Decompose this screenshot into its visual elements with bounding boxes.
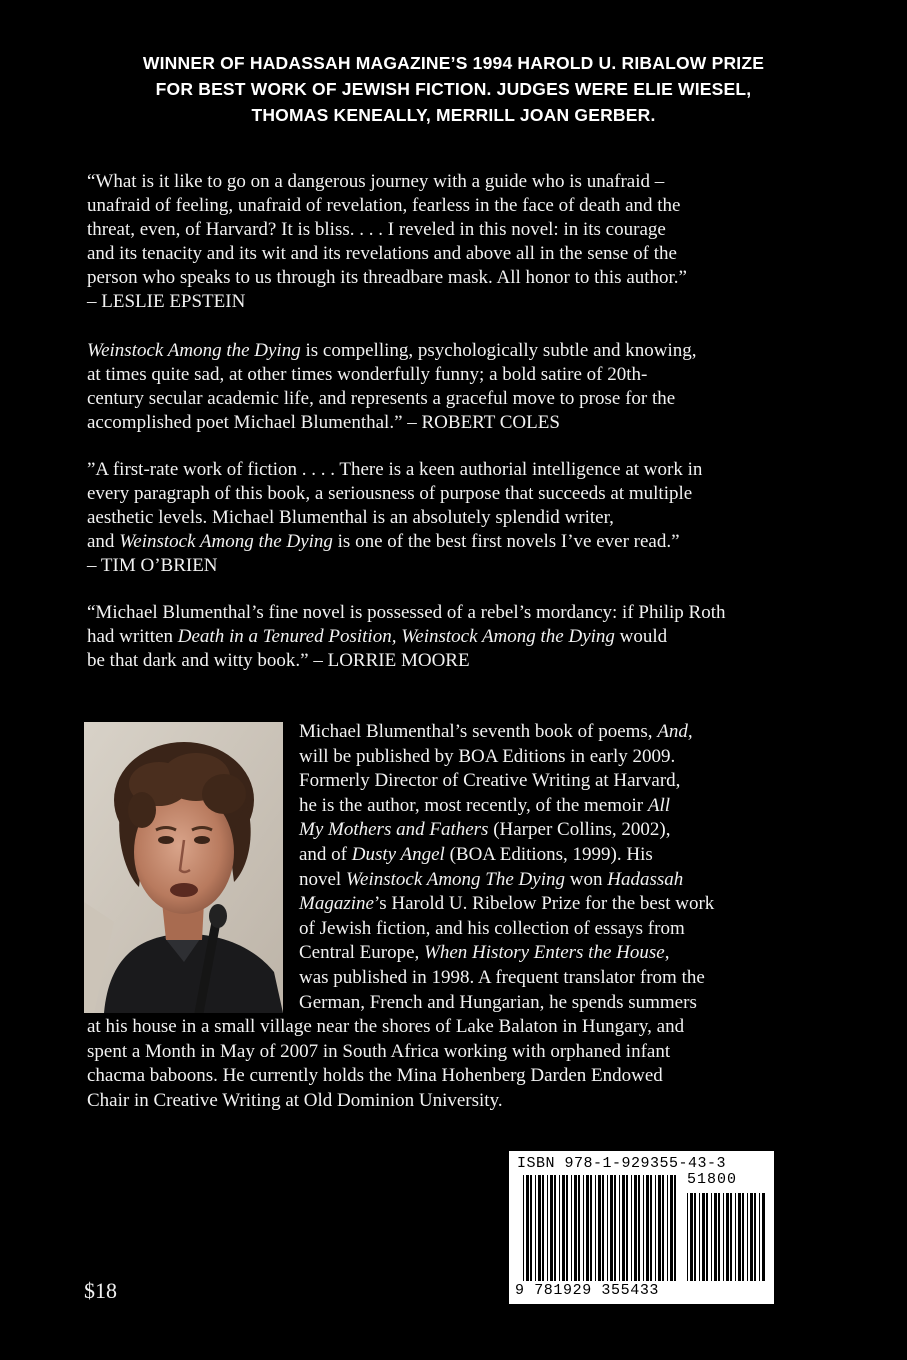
quote-line xyxy=(87,339,847,363)
award-line-2: FOR BEST WORK OF JEWISH FICTION. JUDGES WERE ELIE WIESEL, xyxy=(155,79,752,99)
bio-line: of Jewish fiction, and his collection of essays from xyxy=(299,917,685,939)
bio-line: Formerly Director of Creative Writing at Harvard, xyxy=(299,770,681,792)
bio-line: will be published by BOA Editions in early 2009. xyxy=(299,745,676,767)
quote-line: threat, even, of Harvard? It is bliss. . . . I reveled in this novel: in its courage xyxy=(87,219,666,240)
barcode-bar xyxy=(762,1193,765,1281)
bio-text: , xyxy=(664,942,670,964)
magazine-title: Hadassah xyxy=(607,868,684,890)
book-title: Death in a Tenured Position, xyxy=(177,626,397,647)
barcode-bar xyxy=(547,1175,548,1281)
barcode-bar xyxy=(607,1175,608,1281)
bio-text: Michael Blumenthal’s seventh book of poems, xyxy=(299,721,658,742)
barcode-bar xyxy=(554,1175,556,1281)
barcode-bar xyxy=(699,1193,700,1281)
barcode-bar xyxy=(711,1193,712,1281)
barcode-bar xyxy=(571,1175,572,1281)
quote-line xyxy=(87,530,847,554)
book-title: And, xyxy=(657,721,693,742)
barcode-bar xyxy=(583,1175,584,1281)
bio-text: ’s Harold U. Ribelow Prize for the best work xyxy=(373,893,715,915)
quote-line: person who speaks to us through its threadbare mask. All honor to this author.” xyxy=(87,267,687,288)
bio-line xyxy=(299,843,653,868)
barcode-bar xyxy=(523,1175,524,1281)
barcode-bar xyxy=(674,1175,676,1281)
book-title: Weinstock Among the Dying xyxy=(119,531,333,552)
book-title: All xyxy=(647,794,671,816)
barcode-bar xyxy=(614,1175,616,1281)
bio-text: (BOA Editions, 1999). His xyxy=(444,844,653,865)
bio-text: won xyxy=(564,868,608,890)
barcode-bar xyxy=(530,1175,532,1281)
barcode-bar xyxy=(626,1175,628,1281)
bio-line: chacma baboons. He currently holds the Mina Hohenberg Darden Endowed xyxy=(87,1065,663,1087)
barcode-bar xyxy=(690,1193,693,1281)
barcode-bar xyxy=(670,1175,673,1281)
quote-attribution: – TIM O’BRIEN xyxy=(87,555,218,576)
barcode-bar xyxy=(566,1175,568,1281)
bio-line xyxy=(299,868,683,893)
barcode-bar xyxy=(535,1175,536,1281)
barcode-bar xyxy=(598,1175,601,1281)
barcode-bar xyxy=(702,1193,705,1281)
barcode-bar xyxy=(658,1175,661,1281)
price-code: 51800 xyxy=(687,1171,738,1188)
bio-text: he is the author, most recently, of the memoir xyxy=(299,794,648,816)
quote-line: unafraid of feeling, unafraid of revelation, fearless in the face of death and the xyxy=(87,195,681,216)
bio-line xyxy=(299,818,671,843)
quote-line: accomplished poet Michael Blumenthal.” – ROBERT COLES xyxy=(87,412,560,433)
quote-text: is one of the best first novels I’ve ever read.” xyxy=(332,531,680,552)
bio-line: spent a Month in May of 2007 in South Africa working with orphaned infant xyxy=(87,1040,671,1062)
barcode-bar xyxy=(526,1175,529,1281)
barcode-bar xyxy=(714,1193,717,1281)
barcode-bar xyxy=(723,1193,724,1281)
bio-line: German, French and Hungarian, he spends summers xyxy=(299,991,697,1013)
bio-line: was published in 1998. A frequent translator from the xyxy=(299,967,705,988)
book-title: Weinstock Among The Dying xyxy=(345,868,565,890)
award-line-3: THOMAS KENEALLY, MERRILL JOAN GERBER. xyxy=(251,105,656,125)
barcode-bar xyxy=(662,1175,664,1281)
barcode-bar xyxy=(750,1193,753,1281)
barcode-bar xyxy=(694,1193,696,1281)
barcode-bar xyxy=(706,1193,708,1281)
quote-text: would xyxy=(614,626,668,647)
quote-coles xyxy=(87,339,847,435)
barcode-bar xyxy=(738,1193,741,1281)
award-line-1: WINNER OF HADASSAH MAGAZINE’S 1994 HAROLD U. RIBALOW PRIZE xyxy=(142,53,765,73)
author-photo xyxy=(84,722,283,1013)
barcode-bar xyxy=(578,1175,580,1281)
quote-epstein xyxy=(87,170,847,314)
barcode-bar xyxy=(542,1175,544,1281)
book-title: Weinstock Among the Dying xyxy=(401,626,615,647)
barcode-bar xyxy=(646,1175,649,1281)
barcode-bar xyxy=(730,1193,732,1281)
barcode-bar xyxy=(655,1175,656,1281)
barcode-bar xyxy=(586,1175,589,1281)
quote-line: aesthetic levels. Michael Blumenthal is an absolutely splendid writer, xyxy=(87,507,614,528)
bio-line xyxy=(299,794,670,819)
barcode-bar xyxy=(742,1193,744,1281)
award-banner xyxy=(60,50,847,128)
barcode-bar xyxy=(590,1175,592,1281)
bio-line xyxy=(299,720,693,745)
bio-text: (Harper Collins, 2002), xyxy=(488,819,671,841)
quote-obrien xyxy=(87,458,847,578)
quote-line: “What is it like to go on a dangerous journey with a guide who is unafraid – xyxy=(87,171,665,192)
book-title: When History Enters the House xyxy=(424,942,665,964)
ean-digits: 9 781929 355433 xyxy=(515,1282,660,1299)
barcode-bar xyxy=(747,1193,748,1281)
quote-attribution: – LESLIE EPSTEIN xyxy=(87,291,246,312)
book-title: Dusty Angel xyxy=(351,844,445,865)
book-title: My Mothers and Fathers xyxy=(299,819,489,841)
barcode-bar xyxy=(650,1175,652,1281)
bio-line xyxy=(299,892,714,917)
bio-line xyxy=(299,941,669,966)
barcode-bar xyxy=(643,1175,644,1281)
barcode-bar xyxy=(759,1193,760,1281)
barcode-bar xyxy=(574,1175,577,1281)
barcode-bar xyxy=(667,1175,668,1281)
quote-line: every paragraph of this book, a seriousness of purpose that succeeds at multiple xyxy=(87,483,693,504)
barcode-bar xyxy=(687,1193,688,1281)
barcode-bar xyxy=(638,1175,640,1281)
barcode-bar xyxy=(622,1175,625,1281)
barcode-bar xyxy=(726,1193,729,1281)
barcode-bar xyxy=(538,1175,541,1281)
quote-text: had written xyxy=(87,626,178,647)
barcode-bar xyxy=(559,1175,560,1281)
barcode-bar xyxy=(718,1193,720,1281)
quote-line: “Michael Blumenthal’s fine novel is possessed of a rebel’s mordancy: if Philip Roth xyxy=(87,602,726,623)
quote-line: ”A first-rate work of fiction . . . . There is a keen authorial intelligence at work in xyxy=(87,459,703,480)
barcode-bar xyxy=(602,1175,604,1281)
bio-text: Central Europe, xyxy=(299,942,425,964)
barcode-bar xyxy=(754,1193,756,1281)
barcode-bar xyxy=(550,1175,553,1281)
quote-line: be that dark and witty book.” – LORRIE MOORE xyxy=(87,650,470,671)
barcode-bar xyxy=(634,1175,637,1281)
isbn-number: ISBN 978-1-929355-43-3 xyxy=(517,1155,727,1172)
barcode-bar xyxy=(619,1175,620,1281)
isbn-barcode xyxy=(509,1151,774,1304)
bio-text: novel xyxy=(299,868,346,890)
barcode-bar xyxy=(610,1175,613,1281)
bio-line: at his house in a small village near the shores of Lake Balaton in Hungary, and xyxy=(87,1016,685,1038)
price-label: $18 xyxy=(84,1278,117,1303)
barcode-bar xyxy=(631,1175,632,1281)
quote-line: century secular academic life, and represents a graceful move to prose for the xyxy=(87,388,676,409)
quote-text: is compelling, psychologically subtle and knowing, xyxy=(300,340,697,361)
barcode-bar xyxy=(595,1175,596,1281)
quote-text: and xyxy=(87,531,120,552)
quote-moore xyxy=(87,601,847,673)
book-title: Weinstock Among the Dying xyxy=(87,340,301,361)
barcode-bar xyxy=(735,1193,736,1281)
quote-line xyxy=(87,625,847,649)
bio-line: Chair in Creative Writing at Old Dominion University. xyxy=(87,1090,503,1111)
magazine-title: Magazine xyxy=(299,893,374,915)
quote-line: and its tenacity and its wit and its revelations and above all in the sense of the xyxy=(87,243,677,264)
bio-text: and of xyxy=(299,844,352,865)
quote-line: at times quite sad, at other times wonderfully funny; a bold satire of 20th- xyxy=(87,364,648,385)
barcode-bar xyxy=(562,1175,565,1281)
